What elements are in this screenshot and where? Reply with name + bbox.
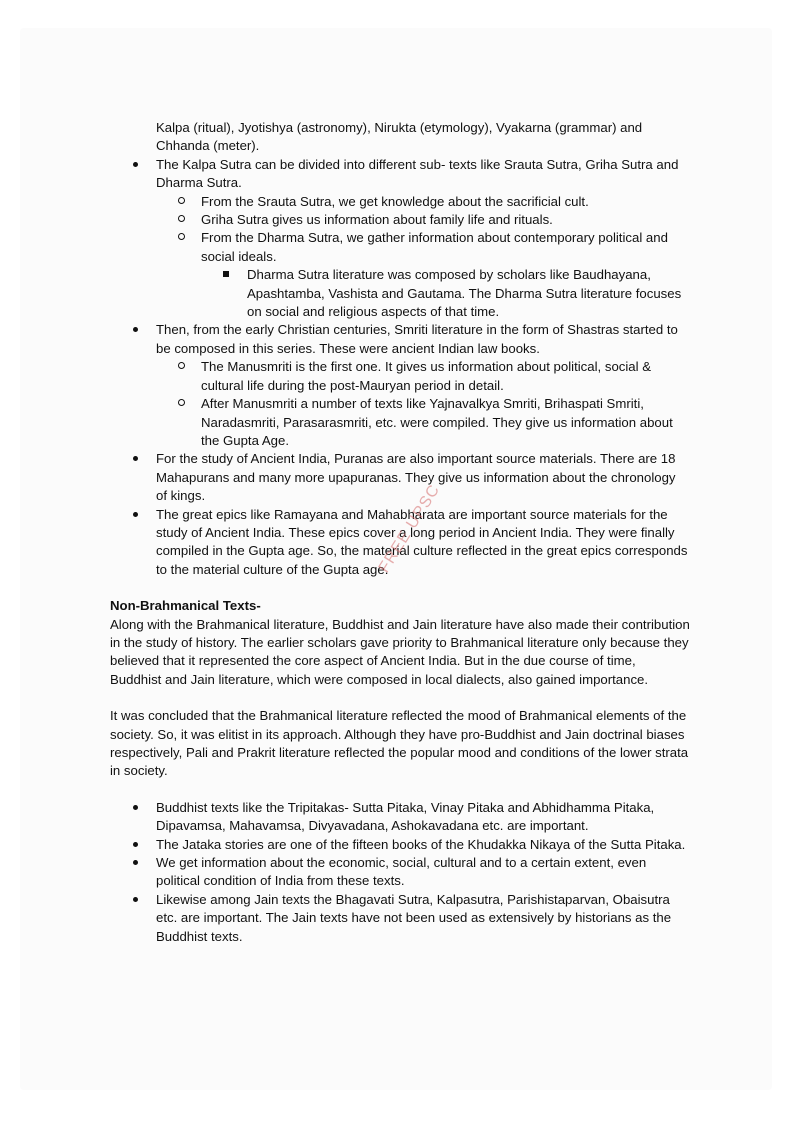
list-item-srauta-sutra: From the Srauta Sutra, we get knowledge about the sacrificial cult. — [110, 193, 690, 211]
bullet-disc-icon — [133, 836, 138, 854]
paragraph-spacer — [110, 689, 690, 707]
paragraph-1: Along with the Brahmanical literature, Buddhist and Jain literature have also made their contribution in the study of history. The earlier scholars gave priority to Brahmanical literature only because they believed that it represented the core aspect of Ancient India. But in the due course of time, Buddhist and Jain literature, which were composed in local dialects, also gained importance. — [110, 616, 690, 687]
bullet-disc-icon — [133, 321, 138, 339]
bullet-disc-icon — [133, 156, 138, 174]
bullet-disc-icon — [133, 891, 138, 909]
bullet-circle-icon — [178, 211, 185, 229]
list-item-dharma-sutra: From the Dharma Sutra, we gather information about contemporary political and social ideals. — [110, 229, 690, 266]
bullet-disc-icon — [133, 506, 138, 524]
list-item-buddhist-texts: Buddhist texts like the Tripitakas- Sutta Pitaka, Vinay Pitaka and Abhidhamma Pitaka, Dipavamsa, Mahavamsa, Divyavadana, Ashokavadana etc. are important. — [110, 799, 690, 836]
continuation-text: Kalpa (ritual), Jyotishya (astronomy), Nirukta (etymology), Vyakarna (grammar) and Chhanda (meter). — [156, 120, 643, 154]
paragraph-spacer — [110, 781, 690, 799]
bullet-circle-icon — [178, 229, 185, 247]
watermark: FREE UPSC — [375, 481, 444, 576]
bullet-circle-icon — [178, 193, 185, 211]
list-item-griha-sutra: Griha Sutra gives us information about family life and rituals. — [110, 211, 690, 229]
bullet-disc-icon — [133, 799, 138, 817]
bullet-disc-icon — [133, 450, 138, 468]
list-item-jain-texts: Likewise among Jain texts the Bhagavati Sutra, Kalpasutra, Parishistaparvan, Obaisutra etc. are important. The Jain texts have not been used as extensively by historians as the Buddhist texts. — [110, 891, 690, 946]
list-item-puranas: For the study of Ancient India, Puranas are also important source materials. There are 18 Mahapurans and many more upapuranas. They give us information about the chronology of kings. — [110, 450, 690, 505]
list-item-epics: The great epics like Ramayana and Mahabharata are important source materials for the study of Ancient India. These epics cover a long period in Ancient India. They were finally compiled in the Gupta age. So, the material culture reflected in the great epics corresponds to the material culture of the Gupta age. — [110, 506, 690, 580]
bullet-circle-icon — [178, 395, 185, 413]
bullet-square-icon — [223, 266, 229, 284]
list-item-jataka: The Jataka stories are one of the fifteen books of the Khudakka Nikaya of the Sutta Pitaka. — [110, 836, 690, 854]
list-item-smriti: Then, from the early Christian centuries, Smriti literature in the form of Shastras started to be composed in this series. These were ancient Indian law books. — [110, 321, 690, 358]
bullet-disc-icon — [133, 854, 138, 872]
list-item-later-smritis: After Manusmriti a number of texts like Yajnavalkya Smriti, Brihaspati Smriti, Naradasmriti, Parasarasmriti, etc. were compiled. They give us information about the Gupta Age. — [110, 395, 690, 450]
list-item-manusmriti: The Manusmriti is the first one. It gives us information about political, social & cultural life during the post-Mauryan period in detail. — [110, 358, 690, 395]
list-item-information: We get information about the economic, social, cultural and to a certain extent, even political condition of India from these texts. — [110, 854, 690, 891]
list-item-dharma-sutra-detail: Dharma Sutra literature was composed by scholars like Baudhayana, Apashtamba, Vashista and Gautama. The Dharma Sutra literature focuses on social and religious aspects of that time. — [110, 266, 690, 321]
bullet-circle-icon — [178, 358, 185, 376]
paragraph-2: It was concluded that the Brahmanical literature reflected the mood of Brahmanical elements of the society. So, it was elitist in its approach. Although they have pro-Buddhist and Jain doctrinal biases respectively, Pali and Prakrit literature reflected the popular mood and conditions of the lower strata in society. — [110, 708, 689, 779]
list-item-kalpa-sutra: The Kalpa Sutra can be divided into different sub- texts like Srauta Sutra, Griha Sutra and Dharma Sutra. — [110, 156, 690, 193]
section-heading: Non-Brahmanical Texts- — [110, 598, 261, 614]
